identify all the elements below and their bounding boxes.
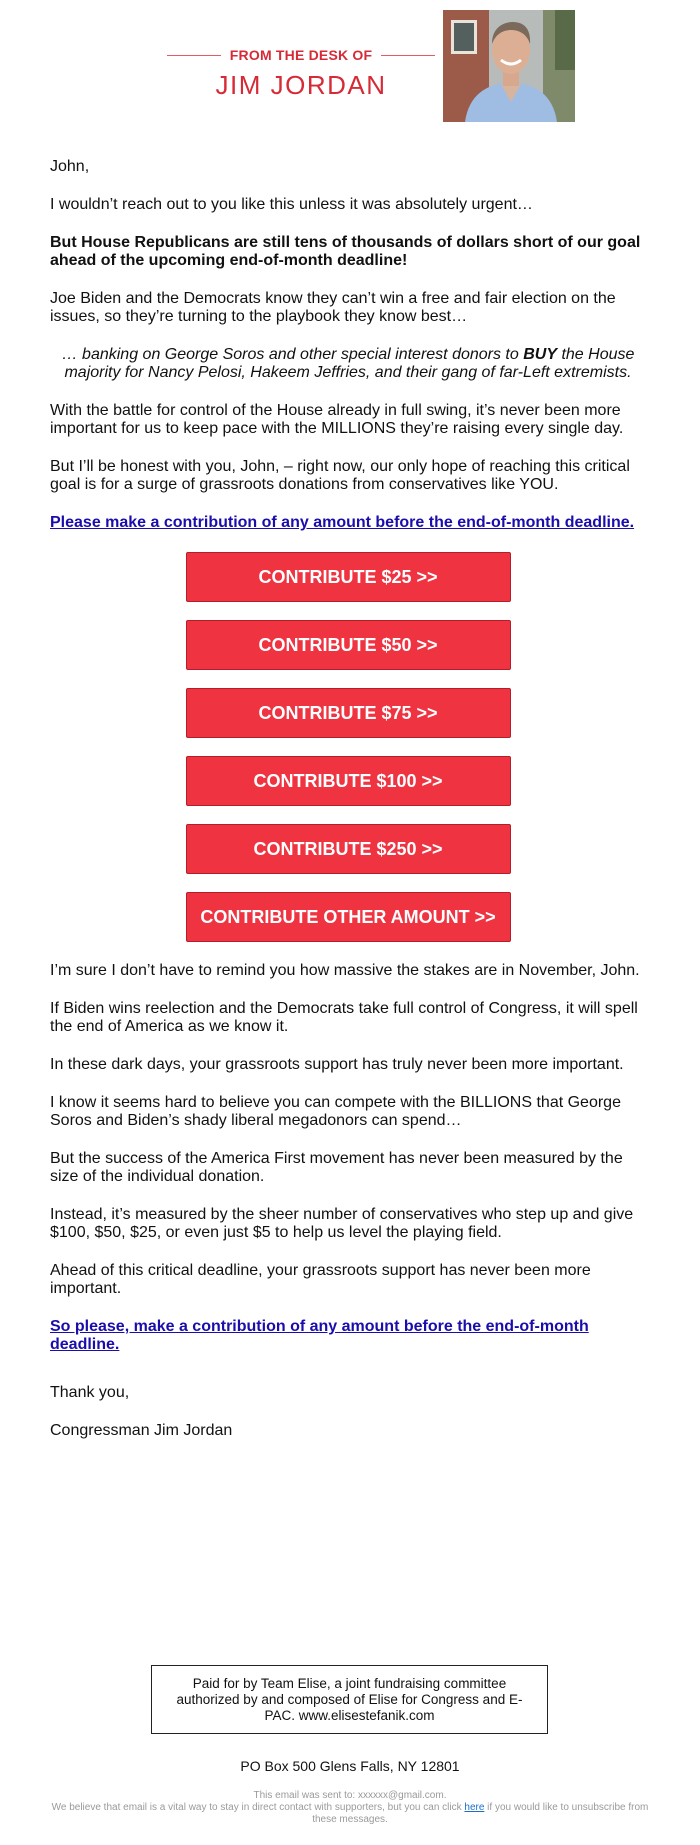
header-name-title: JIM JORDAN xyxy=(215,70,387,100)
paid-for-disclaimer: Paid for by Team Elise, a joint fundraising committee authorized by and composed of Elise for Congress and E-PAC. www.elisestefanik.com xyxy=(151,1665,548,1734)
fine-print xyxy=(40,1790,660,1826)
paragraph-playbook: Joe Biden and the Democrats know they can’t win a free and fair election on the issues, so they’re turning to the playbook they know best… xyxy=(50,290,616,325)
paragraph-shortfall: But House Republicans are still tens of thousands of dollars short of our goal ahead of the upcoming end-of-month deadline! xyxy=(50,234,641,269)
paragraph-billions: I know it seems hard to believe you can compete with the BILLIONS that George Soros and Biden’s shady liberal megadonors can spend… xyxy=(50,1094,621,1129)
unsubscribe-text-a: We believe that email is a vital way to stay in direct contact with supporters, but you can click xyxy=(51,1802,465,1813)
header-kicker xyxy=(167,47,435,63)
header-rule-left xyxy=(167,55,221,56)
header-small-title: FROM THE DESK OF xyxy=(229,47,373,63)
congressman-photo xyxy=(443,10,575,122)
paragraph-reelection: If Biden wins reelection and the Democrats take full control of Congress, it will spell the end of America as we know it. xyxy=(50,1000,638,1035)
contribute-250-button[interactable]: CONTRIBUTE $250 >> xyxy=(186,824,511,874)
paragraph-urgent: I wouldn’t reach out to you like this unless it was absolutely urgent… xyxy=(50,196,533,213)
mailing-address: PO Box 500 Glens Falls, NY 12801 xyxy=(240,1758,460,1774)
paragraph-measured: Instead, it’s measured by the sheer number of conservatives who step up and give $100, $50, $25, or even just $5 to help us level the playing field. xyxy=(50,1206,634,1241)
paragraph-dark-days: In these dark days, your grassroots support has truly never been more important. xyxy=(50,1056,624,1073)
paragraph-success: But the success of the America First movement has never been measured by the size of the individual donation. xyxy=(50,1150,623,1185)
quote-text-a: … banking on George Soros and other special interest donors to xyxy=(61,346,524,363)
contribute-100-button[interactable]: CONTRIBUTE $100 >> xyxy=(186,756,511,806)
contribute-link-bottom[interactable]: So please, make a contribution of any amount before the end-of-month deadline. xyxy=(50,1318,589,1353)
contribute-other-button[interactable]: CONTRIBUTE OTHER AMOUNT >> xyxy=(186,892,511,942)
paragraph-deadline: Ahead of this critical deadline, your grassroots support has never been more important. xyxy=(50,1262,591,1297)
quote-text-b: the House majority for Nancy Pelosi, Hakeem Jeffries, and their gang of far-Left extremists. xyxy=(64,346,635,381)
greeting: John, xyxy=(50,158,90,175)
unsubscribe-link[interactable]: here xyxy=(464,1802,485,1813)
contribute-50-button[interactable]: CONTRIBUTE $50 >> xyxy=(186,620,511,670)
paragraph-stakes: I’m sure I don’t have to remind you how massive the stakes are in November, John. xyxy=(50,962,640,979)
paragraph-honest: But I’ll be honest with you, John, – right now, our only hope of reaching this critical goal is for a surge of grassroots donations from conservatives like YOU. xyxy=(50,458,630,493)
email-header xyxy=(0,10,700,125)
sent-to-notice: This email was sent to: xxxxxx@gmail.com. xyxy=(253,1790,447,1801)
signature: Congressman Jim Jordan xyxy=(50,1422,233,1439)
contribution-buttons xyxy=(50,552,646,942)
unsubscribe-notice xyxy=(40,1802,660,1826)
sign-off: Thank you, xyxy=(50,1384,130,1401)
contribute-link-top[interactable]: Please make a contribution of any amount before the end-of-month deadline. xyxy=(50,514,635,531)
italic-quote xyxy=(50,346,646,382)
paragraph-battle: With the battle for control of the House already in full swing, it’s never been more important for us to keep pace with the MILLIONS they’re raising every single day. xyxy=(50,402,624,437)
header-rule-right xyxy=(381,55,435,56)
unsubscribe-text-b: if you would like to unsubscribe from these messages. xyxy=(312,1802,649,1825)
contribute-25-button[interactable]: CONTRIBUTE $25 >> xyxy=(186,552,511,602)
quote-buy-emphasis: BUY xyxy=(523,346,557,363)
email-body xyxy=(50,158,646,1460)
contribute-75-button[interactable]: CONTRIBUTE $75 >> xyxy=(186,688,511,738)
